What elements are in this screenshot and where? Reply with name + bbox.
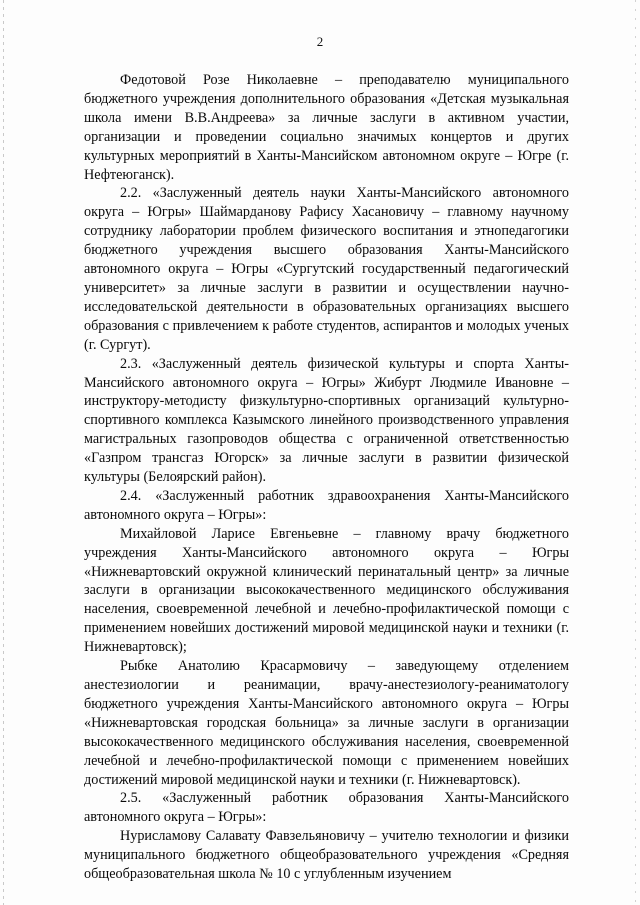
paragraph-2-2: 2.2. «Заслуженный деятель науки Ханты-Мансийского автономного округа – Югры» Шаймарданову Рафису Хасановичу – главному научному сотруднику лаборатории проблем физического воспитания и этнопедагогики бюджетного учреждения высшего образования Ханты-Мансийского автономного округа – Югры «Сургутский государственный педагогический университет» за личные заслуги в развитии и осуществлении научно-исследовательской деятельности в образовательных организациях высшего образования с привлечением к работе студентов, аспирантов и молодых ученых (г. Сургут).: [84, 185, 569, 353]
paragraph-rybka: Рыбке Анатолию Красармовичу – заведующему отделением анестезиологии и реанимации, врачу-анестезиологу-реаниматологу бюджетного учреждения Ханты-Мансийского автономного округа – Югры «Нижневартовская городская больница» за личные заслуги в организации высококачественного медицинского обслуживания населения, своевременной лечебной и лечебно-профилактической помощи с применением новейших достижений мировой медицинской науки и техники (г. Нижневартовск).: [84, 658, 569, 788]
paragraph-mikhailova: Михайловой Ларисе Евгеньевне – главному врачу бюджетного учреждения Ханты-Мансийского автономного округа – Югры «Нижневартовский окружной клинический перинатальный центр» за личные заслуги в организации высококачественного медицинского обслуживания населения, своевременной лечебной и лечебно-профилактической помощи с применением новейших достижений мировой медицинской науки и техники (г. Нижневартовск);: [84, 525, 569, 656]
paragraph-fedotova: Федотовой Розе Николаевне – преподавателю муниципального бюджетного учреждения дополнительного образования «Детская музыкальная школа имени В.В.Андреева» за личные заслуги в активном участии, организации и проведении социально значимых концертов и других культурных мероприятий в Ханты-Мансийском автономном округе – Югре (г. Нефтеюганск).: [84, 72, 569, 183]
paragraph-2-4-heading: 2.4. «Заслуженный работник здравоохранения Ханты-Мансийского автономного округа – Югры»:: [84, 487, 569, 523]
document-body: [84, 71, 569, 884]
scan-edge-left: [3, 0, 4, 905]
paragraph-nurislamov: Нурисламову Салавату Фавзельяновичу – учителю технологии и физики муниципального бюджетного общеобразовательного учреждения «Средняя общеобразовательная школа № 10 с углубленным изучением: [84, 828, 569, 883]
paragraph-2-3: 2.3. «Заслуженный деятель физической культуры и спорта Ханты-Мансийского автономного округа – Югры» Жибурт Людмиле Ивановне – инструктору-методисту физкультурно-спортивных организаций культурно-спортивного комплекса Казымского линейного производственного управления магистральных газопроводов общества с ограниченной ответственностью «Газпром трансгаз Югорск» за личные заслуги в развитии физической культуры (Белоярский район).: [84, 355, 569, 486]
page-number: 2: [316, 34, 324, 49]
scan-edge-right: [635, 0, 636, 905]
paragraph-2-5-heading: 2.5. «Заслуженный работник образования Ханты-Мансийского автономного округа – Югры»:: [84, 790, 569, 826]
